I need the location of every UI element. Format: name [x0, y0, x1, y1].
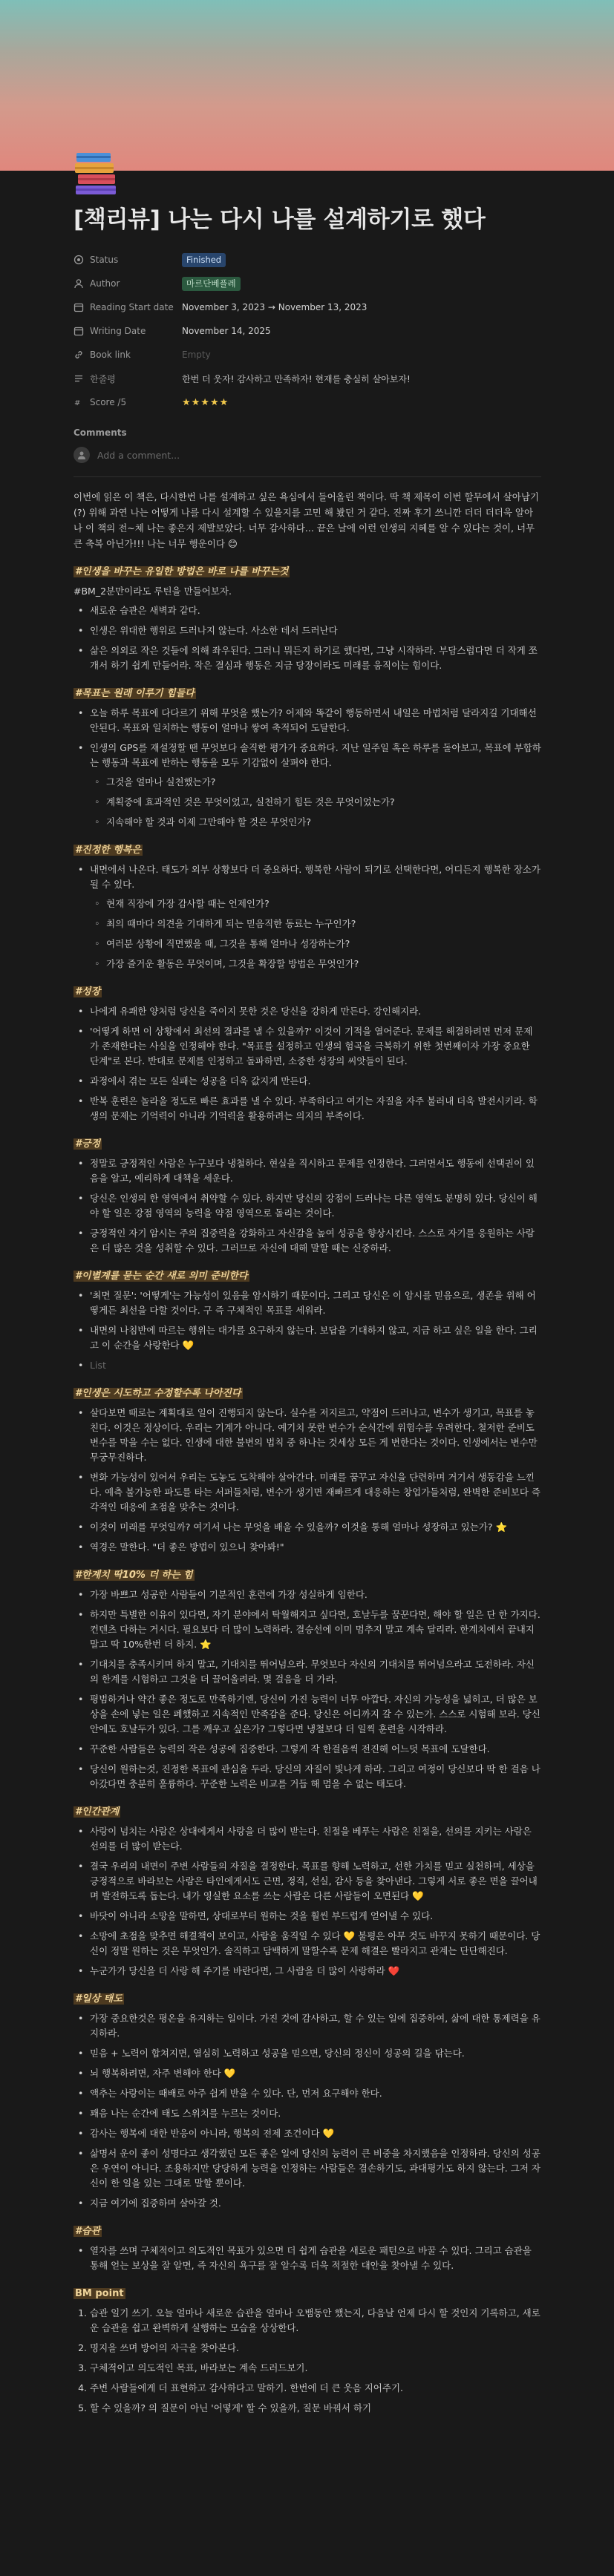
text-icon: [74, 373, 90, 384]
sub-bullet-list: [90, 775, 541, 830]
list-item[interactable]: [90, 643, 541, 673]
page-cover[interactable]: [0, 0, 614, 171]
section-heading-text: #습관: [75, 2226, 101, 2237]
list-item[interactable]: [90, 1909, 541, 1924]
property-key[interactable]: [74, 326, 182, 336]
property-value[interactable]: [182, 253, 226, 267]
property-value[interactable]: [182, 397, 229, 408]
property-row[interactable]: [74, 295, 541, 319]
sections-container: [74, 565, 541, 2273]
section-heading[interactable]: [74, 1269, 541, 1284]
add-comment-input[interactable]: Add a comment...: [97, 449, 180, 461]
section-heading-text: #일상 태도: [75, 1993, 123, 2005]
list-item-text: 새로운 습관은 새벽과 같다.: [90, 605, 200, 616]
sub-list-item[interactable]: ◦ 최의 때마다 의견을 기대하게 되는 믿음직한 동료는 누구인가?: [106, 917, 541, 931]
list-item-text: 평범하거나 약간 좋은 정도로 만족하기엔, 당신이 가진 능력이 너무 아깝다. 자신의 가능성을 넓히고, 더 많은 보상을 손에 넣는 일은 폐했하고 지속적인 만족감을 준다. 당신은 어디까지 갈 수 있는가. 스스로 시험해 보라. 당신 안에도 호날두가 있다. 그를 깨우고 싶은가? 그렇다면 냉철보다 더 일찍 훈련을 시작하라.: [90, 1694, 540, 1734]
property-value-text: November 3, 2023 → November 13, 2023: [182, 302, 368, 312]
list-item-text: 기대치를 충족시키며 하지 말고, 기대치를 뛰어넘으라. 무엇보다 자신의 기대치를 뛰어넘으라고 도전하라. 자신의 한계를 시험하고 그것을 더 끌어올려라. 몇 걸음을 더 가라.: [90, 1659, 535, 1685]
property-key[interactable]: [74, 373, 182, 385]
list-item[interactable]: [90, 1657, 541, 1687]
sub-list-item[interactable]: ◦ 여러분 상황에 직면했을 때, 그것을 통해 얼마나 성장하는가?: [106, 937, 541, 951]
bullet-list: [74, 1004, 541, 1124]
property-key[interactable]: [74, 350, 182, 360]
list-item[interactable]: [90, 1094, 541, 1124]
list-item[interactable]: [90, 1358, 541, 1373]
list-item-text: 역경은 말한다. "더 좋은 방법이 있으니 찾아봐!": [90, 1541, 284, 1553]
section-heading-text: #인생을 바꾸는 유일한 방법은 바로 나를 바꾸는것: [75, 566, 289, 577]
property-key-label: Author: [90, 278, 120, 289]
property-row[interactable]: [74, 343, 541, 367]
list-item-text: 내면에서 나온다. 태도가 외부 상황보다 더 중요하다. 행복한 사람이 되기로 선택한다면, 어디든지 행복한 장소가 될 수 있다.: [90, 864, 540, 890]
list-item[interactable]: [90, 1762, 541, 1792]
list-item-text: 가장 중요한것은 평온을 유지하는 일이다. 가진 것에 감사하고, 할 수 있는 일에 집중하여, 삶에 대한 통제력을 유지하라.: [90, 2013, 540, 2039]
calendar-icon: [74, 326, 90, 336]
section-heading-text: #성장: [75, 986, 101, 997]
list-item-text: 긍정적인 자기 암시는 주의 집중력을 강화하고 자신감을 높여 성공을 향상시킨다. 스스로 자기를 응원하는 사람은 더 많은 것을 성취할 수 있다. 그러므로 자신에 대해 말할 때는 신중하라.: [90, 1228, 535, 1253]
list-item[interactable]: [90, 1540, 541, 1555]
list-item-text: 열자를 쓰며 구체적이고 의도적인 목표가 있으면 더 쉽게 습관을 새로운 패턴으로 바꿀 수 있다. 그리고 습관을 통해 얻는 보상을 잘 알면, 즉 자신의 욕구를 잘 알수록 더욱 적절한 대안을 찾아낼 수 있다.: [90, 2245, 532, 2271]
list-item-text: 감사는 행복에 대한 반응이 아니라, 행복의 전제 조건이다 💛: [90, 2128, 335, 2139]
number-icon: [74, 397, 90, 407]
bm-point-item[interactable]: 5. 할 수 있을까? 의 질문이 아닌 '어떻게' 할 수 있을까, 질문 바꿔서 하기: [90, 2401, 541, 2416]
list-item[interactable]: [90, 1607, 541, 1652]
list-item-text: 살다보면 때로는 계획대로 일이 진행되지 않는다. 실수를 저지르고, 약점이 드러나고, 변수가 생기고, 목표를 놓친다. 이것은 정상이다. 우리는 기계가 아니다. 예기치 못한 변수가 순식간에 위험수를 우려한다. 철저한 준비도 변수를 막을 수는 없다. 인생에 대한 불변의 법칙 중 하나는 것세상 모든 게 변한다는 것이다. 인생에서는 변수만 무궁무진하다.: [90, 1407, 538, 1463]
list-item[interactable]: [90, 1226, 541, 1256]
svg-text:#: #: [74, 399, 81, 407]
list-item-text: 과정에서 겪는 모든 실패는 성공을 더욱 값지게 만든다.: [90, 1075, 311, 1087]
list-item-text: 사랑이 넘치는 사람은 상대에게서 사랑을 더 많이 받는다. 친절을 베푸는 사람은 친절을, 선의를 지키는 사람은 선의를 더 많이 받는다.: [90, 1826, 532, 1852]
list-item-text: 꾸준한 사람들은 능력의 작은 성공에 집중한다. 그렇게 작 한걸음씩 전진해 어느덧 목표에 도달한다.: [90, 1743, 490, 1754]
list-item[interactable]: [90, 1191, 541, 1221]
list-item[interactable]: [90, 1587, 541, 1602]
property-row[interactable]: [74, 248, 541, 272]
list-item[interactable]: [90, 706, 541, 735]
section-heading-text: #인생은 시도하고 수정할수록 나아진다: [75, 1388, 241, 1399]
bm-point-item[interactable]: 4. 주변 사람들에게 더 표현하고 감사하다고 말하기. 한번에 더 큰 웃음 지어주기.: [90, 2381, 541, 2396]
list-item-text: 뇌 행복하려면, 자주 변해야 한다 💛: [90, 2068, 236, 2079]
list-item-text: 내면의 나침반에 따르는 행위는 대가를 요구하지 않는다. 보답을 기대하지 않고, 지금 하고 싶은 일을 한다. 그리고 이 순간을 사랑한다 💛: [90, 1325, 538, 1351]
list-item-text: 정말로 긍정적인 사람은 누구보다 냉철하다. 현실을 직시하고 문제를 인정한다. 그러면서도 행동에 선택권이 있음을 알고, 예리하게 대책을 세운다.: [90, 1158, 535, 1184]
sub-list-item[interactable]: ◦ 계획중에 효과적인 것은 무엇이었고, 실천하기 힘든 것은 무엇이었는가?: [106, 795, 541, 810]
list-item-text: 믿음 + 노력이 합쳐지면, 열심히 노력하고 성공을 믿으면, 당신의 정신이 성공의 길을 닦는다.: [90, 2048, 465, 2059]
list-item[interactable]: [90, 603, 541, 618]
property-row[interactable]: [74, 272, 541, 295]
list-item[interactable]: [90, 2126, 541, 2141]
sub-list-item[interactable]: ◦ 가장 즐거운 활동은 무엇이며, 그것을 확장할 방법은 무엇인가?: [106, 957, 541, 971]
bm-point-list: [74, 2306, 541, 2416]
list-item[interactable]: [90, 1004, 541, 1019]
list-item[interactable]: [90, 2066, 541, 2081]
list-item[interactable]: [90, 2011, 541, 2041]
bm-point-item[interactable]: 1. 습관 일기 쓰기. 오늘 얼마나 새로운 습관을 얼마나 오뱀동안 했는지, 다음날 언제 다시 할 것인지 기록하고, 새로운 습관을 쉽고 완벽하게 실행하는 모습을 상상한다.: [90, 2306, 541, 2336]
property-value-text: 마르단베플레: [182, 277, 241, 291]
person-icon: [74, 278, 90, 289]
list-item[interactable]: [90, 1929, 541, 1959]
list-item-text: 인생은 위대한 행위로 드러나지 않는다. 사소한 데서 드러난다: [90, 625, 338, 636]
bullet-list: [74, 2011, 541, 2211]
list-item-text: 삶은 의외로 작은 것들에 의해 좌우된다. 그러니 뭐든지 하기로 했다면, 그냥 시작하라. 부담스럽다면 더 작게 쪼개서 하기 쉽게 만들어라. 작은 결심과 행동은 지금 당장이라도 미래를 움직이는 힘이다.: [90, 645, 538, 671]
list-item-text: 나에게 유쾌한 양처럼 당신을 죽이지 못한 것은 당신을 강하게 만든다. 강인해지라.: [90, 1006, 422, 1017]
property-key-label: Reading Start date: [90, 302, 174, 312]
list-item-text: 지금 여기에 집중하며 살아갈 것.: [90, 2198, 221, 2209]
property-row[interactable]: [74, 390, 541, 414]
list-item[interactable]: [90, 2196, 541, 2211]
section-heading[interactable]: [74, 2224, 541, 2239]
property-value-text: November 14, 2025: [182, 326, 271, 336]
section-heading[interactable]: [74, 985, 541, 1000]
property-key-label: Status: [90, 255, 119, 265]
list-item[interactable]: [90, 1406, 541, 1465]
sub-list-item[interactable]: ◦ 지속해야 할 것과 이제 그만해야 할 것은 무엇인가?: [106, 815, 541, 830]
section-heading[interactable]: [74, 565, 541, 580]
list-item-text: 꽤음 나는 순간에 태도 스위치를 누르는 것이다.: [90, 2108, 281, 2119]
list-item-text: List: [90, 1360, 106, 1371]
property-value[interactable]: [182, 326, 271, 336]
avatar: [74, 447, 90, 463]
list-item-text: 바닷이 아니라 소망을 말하면, 상대로부터 원하는 것을 훨씬 부드럽게 얻어낼 수 있다.: [90, 1910, 434, 1921]
properties-panel: [74, 248, 541, 414]
list-item[interactable]: [90, 2146, 541, 2191]
property-key-label: 한줄평: [90, 373, 116, 384]
sub-bullet-list: [90, 897, 541, 971]
list-item-text: 가장 바쁘고 성공한 사람들이 기분적인 훈련에 가장 성실하게 임한다.: [90, 1589, 368, 1600]
page-content: [74, 205, 541, 2421]
list-item[interactable]: [90, 1692, 541, 1737]
property-key-label: Book link: [90, 350, 131, 360]
divider: [74, 476, 541, 477]
list-item[interactable]: [90, 1964, 541, 1979]
list-item[interactable]: [90, 741, 541, 830]
list-item[interactable]: [90, 1024, 541, 1069]
list-item[interactable]: [90, 1156, 541, 1186]
section-heading[interactable]: [74, 1992, 541, 2007]
section-heading[interactable]: [74, 843, 541, 858]
list-item-text: 하지만 특별한 이유이 있다면, 자기 분야에서 탁월해지고 싶다면, 호날두를 꿈꾼다면, 해야 할 일은 단 한 가지다. 컨텐츠 다하는 거시다. 필요보다 더 많이 노력하라. 결승선에 이미 멈추지 말고 계속 달리라. 한계치에서 끝내지말고 딱 10%한번 더 하지. ⭐: [90, 1609, 540, 1650]
property-value-text: 한번 더 웃자! 감사하고 만족하자! 현재를 충실히 살아보자!: [182, 373, 411, 384]
intro-paragraph[interactable]: 이번에 읽은 이 책은, 다시한번 나를 설계하고 싶은 욕심에서 들어올린 책이다. 딱 책 제목이 이번 할무에서 살아남기(?) 위해 과연 나는 어떻게 나를 다시 설계할 수 있을지를 고민 해 봤던 거 같다. 진짜 후기 쓰니깐 더더 더더욱 알아나 이 책의 전~체 나는 좋은지 제발보았다. 너무 감사하다... 끝은 날에 이런 인생의 지혜를 알 수 있다는 것이, 너무 큰 축복 아닌가!!! 나는 너무 행운이다 😊: [74, 491, 539, 549]
list-item[interactable]: [90, 2106, 541, 2121]
section-heading[interactable]: [74, 686, 541, 701]
list-item-text: 오늘 하루 목표에 다다르기 위해 무엇을 했는가? 어제와 똑같이 행동하면서 내일은 마법처럼 달라지길 기대해선 안된다. 목표와 일치하는 행동이 얼마나 쌓여 축적되어 도달한다.: [90, 707, 537, 733]
section-heading-text: #목표는 원래 이루기 힘들다: [75, 688, 195, 699]
list-item[interactable]: [90, 2046, 541, 2061]
list-item-text: 액추는 사랑이는 때배로 아주 쉽게 반을 수 있다. 단, 먼저 요구해야 한다.: [90, 2088, 382, 2099]
section-heading[interactable]: [74, 1568, 541, 1583]
list-item-text: 당신은 인생의 한 영역에서 취약할 수 있다. 하지만 당신의 강점이 드러나는 다른 영역도 분명히 있다. 당신이 해야 할 일은 강점 영역의 능력을 약점 영역으로 돌리는 것이다.: [90, 1193, 538, 1219]
section-heading-text: #이별계를 묻는 순간 새로 의미 준비한다: [75, 1271, 248, 1282]
property-key[interactable]: [74, 255, 182, 265]
add-comment-row[interactable]: [74, 447, 541, 463]
bm-point-heading[interactable]: BM point: [75, 2288, 124, 2299]
bullet-list: [74, 1587, 541, 1792]
property-key[interactable]: [74, 278, 182, 289]
list-item-text: 누군가가 당신을 더 사랑 해 주기를 바란다면, 그 사람을 더 많이 사랑하라 ❤️: [90, 1965, 400, 1976]
page-title[interactable]: [책리뷰] 나는 다시 나를 설계하기로 했다: [74, 206, 486, 233]
section-heading-text: #진정한 행복은: [75, 845, 141, 856]
bullet-list: [74, 1824, 541, 1979]
property-value[interactable]: [182, 277, 241, 291]
section-heading-text: #한계치 딱10% 더 하는 힘: [75, 1570, 193, 1581]
sub-list-item[interactable]: ◦ 그것을 얼마나 실천했는가?: [106, 775, 541, 790]
section-heading-text: #긍정: [75, 1138, 101, 1150]
list-item[interactable]: [90, 2086, 541, 2101]
list-item[interactable]: [90, 2244, 541, 2273]
property-key[interactable]: [74, 302, 182, 312]
status-icon: [74, 255, 90, 265]
list-item[interactable]: [90, 1074, 541, 1089]
link-icon: [74, 350, 90, 360]
property-row[interactable]: [74, 319, 541, 343]
bm-point-item[interactable]: 3. 구체적이고 의도적인 목표, 바라보는 계속 드러드보기.: [90, 2361, 541, 2376]
property-value[interactable]: [182, 350, 211, 360]
list-item-text: 변화 가능성이 있어서 우리는 도놓도 도착해야 살아간다. 미래를 꿈꾸고 자신을 단련하며 거기서 생동감을 느낀다. 예측 불가능한 파도를 타는 서퍼들처럼, 변수가 생기면 재빠르게 대응하는 창업가들처럼, 완벽한 준비보다 즉각적인 대응에 초점을 맞추는 것이다.: [90, 1472, 540, 1513]
bullet-list: [74, 1156, 541, 1256]
property-value[interactable]: [182, 373, 411, 385]
property-key-label: Writing Date: [90, 326, 146, 336]
list-item[interactable]: [90, 862, 541, 971]
section-note[interactable]: #BM_2분만이라도 루틴을 만들어보자.: [74, 586, 232, 597]
property-row[interactable]: [74, 367, 541, 390]
list-item[interactable]: [90, 1288, 541, 1318]
property-value-text: ★★★★★: [182, 396, 229, 408]
property-value-text: Empty: [182, 350, 211, 360]
property-key[interactable]: [74, 397, 182, 407]
list-item-text: 소망에 초점을 맞추면 해결책이 보이고, 사람을 움직일 수 있다 💛 불평은 아무 것도 바꾸지 못하기 때문이다. 당신이 정말 원하는 것은 무엇인가. 솔직하고 담백하게 말할수록 문제 해결은 빨라지고 관계는 단단해진다.: [90, 1930, 540, 1956]
list-item[interactable]: [90, 623, 541, 638]
list-item[interactable]: [90, 1470, 541, 1515]
list-item-text: 삶명서 운이 좋이 성명다고 생각했던 모든 좋은 일에 당신의 능력이 큰 비중을 차지했음을 인정하라. 당신의 성공은 우연이 아니다. 조용하지만 당당하게 능력을 인정하는 사람들은 겸손하기도, 과대평가도 하지 않는다. 그저 자신이 한 일을 있는 그대로 말할 뿐이다.: [90, 2148, 540, 2189]
list-item[interactable]: [90, 1742, 541, 1757]
list-item-text: 이것이 미래를 무엇일까? 여기서 나는 무엇을 배울 수 있을까? 이것을 통해 얼마나 성장하고 있는가? ⭐: [90, 1521, 508, 1533]
section-heading[interactable]: [74, 1137, 541, 1152]
bullet-list: [74, 1288, 541, 1373]
property-value[interactable]: [182, 302, 367, 312]
section-heading[interactable]: [74, 1805, 541, 1820]
section-heading-text: #인간관계: [75, 1806, 120, 1818]
user-icon: [77, 450, 86, 459]
bullet-list: [74, 2244, 541, 2273]
calendar-icon: [74, 302, 90, 312]
list-item-text: 인생의 GPS를 재설정할 땐 무엇보다 솔직한 평가가 중요하다. 지난 일주일 혹은 하루를 돌아보고, 목표에 부합하는 행동과 목표에 반하는 행동을 모두 기감없이 살펴야 한다.: [90, 742, 541, 768]
books-icon[interactable]: [74, 147, 121, 196]
bm-point-item[interactable]: 2. 명지을 쓰며 방어의 자극을 찾아본다.: [90, 2341, 541, 2356]
list-item-text: 반복 훈련은 놀라울 정도로 빠른 효과를 낼 수 있다. 부족하다고 여기는 자질을 자주 불러내 더욱 발전시키라. 학생의 문제는 기억력이 아니라 기억력을 활용하려는 의지의 부족이다.: [90, 1095, 538, 1121]
list-item-text: '최면 질문': '어떻게'는 가능성이 있음을 암시하기 때문이다. 그리고 당신은 이 암시를 믿음으로, 생존을 위해 어떻게든 최선을 다할 것이다. 구 즉 구체적인 목표를 세워라.: [90, 1290, 536, 1316]
bullet-list: [74, 1406, 541, 1555]
list-item[interactable]: [90, 1859, 541, 1904]
list-item-text: '어떻게 하면 이 상황에서 최선의 결과를 낼 수 있을까?' 이것이 기적을 열어준다. 문제를 해결하려면 먼저 문제가 존재한다는 사실을 인정해야 한다. "목표를 설정하고 인생의 험곡을 극복하기 위한 첫번째이자 가장 중요한 단계"로 본다. 반대로 문제를 인정하고 돌파하면, 소중한 성장의 씨앗들이 된다.: [90, 1026, 533, 1066]
comments-label: Comments: [74, 427, 127, 438]
bullet-list: [74, 603, 541, 673]
list-item-text: 당신이 원하는것, 진정한 목표에 관심을 두라. 당신의 자질이 빛나게 하라. 그리고 여정이 당신보다 딱 한 걸음 나아갔다면 충분히 훌륭하다. 꾸준한 노력은 비교를 거듭 해 멈을 수 없는 태도다.: [90, 1763, 540, 1789]
bullet-list: [74, 862, 541, 971]
list-item-text: 결국 우리의 내면이 주변 사람들의 자질을 결정한다. 목표를 향해 노력하고, 선한 가치를 믿고 실천하며, 세상을 긍정적으로 바라보는 사람은 타인에게서도 근면, 정직, 선실, 감사 등을 찾아낸다. 그렇게 서로 좋은 면을 끌어내며 발전하도록 돕는다. 내가 영실한 요소를 쓰는 사람은 다른 사람들이 오면된다 💛: [90, 1861, 538, 1901]
list-item[interactable]: [90, 1520, 541, 1535]
bullet-list: [74, 706, 541, 830]
sub-list-item[interactable]: ◦ 현재 직장에 가장 감사할 때는 언제인가?: [106, 897, 541, 911]
property-key-label: Score /5: [90, 397, 127, 407]
section-heading[interactable]: [74, 1386, 541, 1401]
property-value-text: Finished: [182, 253, 226, 267]
list-item[interactable]: [90, 1323, 541, 1353]
list-item[interactable]: [90, 1824, 541, 1854]
